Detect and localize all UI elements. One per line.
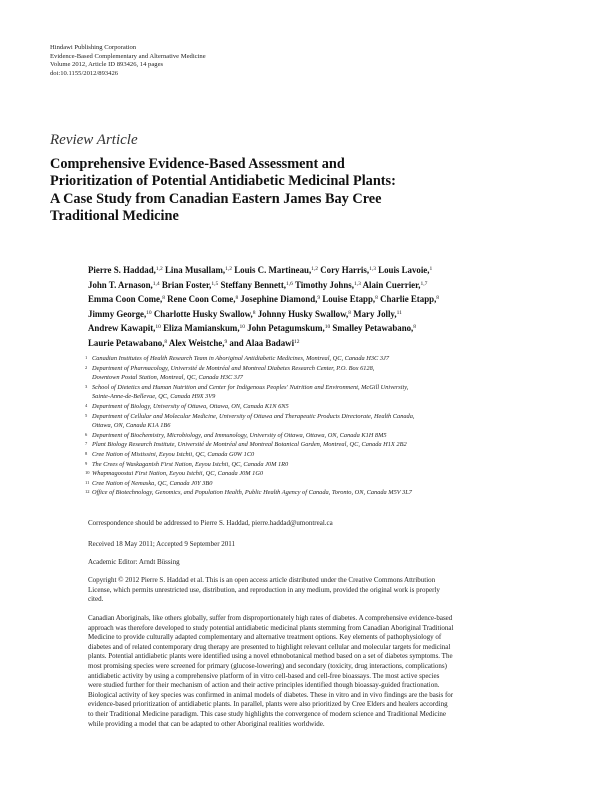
author: Jimmy George,$^{10}$ (88, 308, 152, 319)
received-dates: Received 18 May 2011; Accepted 9 September 2011 (88, 540, 236, 548)
affiliation-list (85, 354, 558, 498)
copyright-line: License, which permits unrestricted use, distribution, and reproduction in any medium, provided the original work is properly (88, 585, 440, 594)
affiliation: 3 School of Dietetics and Human Nutrition and Center for Indigenous Peoples' Nutrition and Environment, McGill University, Sainte-Anne-de-Bellevue, QC, Canada H9X 3V9 (85, 383, 409, 401)
correspondence: Correspondence should be addressed to Pierre S. Haddad, pierre.haddad@umontreal.ca (88, 519, 333, 527)
author: John Petagumskum,$^{10}$ (247, 323, 331, 333)
abstract-line: Canadian Aboriginals, like others globally, suffer from disproportionately high rates of diabetes. A comprehensive evidence-based (88, 614, 453, 622)
abstract-line: approach was therefore developed to study potential antidiabetic medicinal plants stemming from Canadian Aboriginal Traditional (88, 623, 454, 632)
journal-volume: Volume 2012, Article ID 893426, 14 pages (50, 61, 164, 69)
affiliation: 10 Whapmagoostui First Nation, Eeyou Istchii, QC, Canada J0M 1G0 (85, 470, 264, 478)
article-type: Review Article (50, 132, 138, 148)
author: Emma Coon Come,$^8$ (88, 294, 165, 304)
author: Charlotte Husky Swallow,$^8$ (153, 308, 256, 319)
author-line (88, 321, 558, 336)
author-line (88, 263, 558, 278)
author: Louis Lavoie,$^1$ (378, 265, 433, 275)
affiliation: 6 Department of Biochemistry, Microbiology, and Immunology, University of Ottawa, Ottawa, ON, Canada K1H 8M5 (85, 431, 387, 439)
journal-doi: doi:10.1155/2012/893426 (50, 69, 119, 77)
author: Josephine Diamond,$^9$ (240, 294, 321, 304)
affiliation: 11 Cree Nation of Nemaska, QC, Canada J0Y 3B0 (85, 479, 213, 487)
abstract-line: antidiabetic activity by using a comprehensive platform of in vitro cell-based and cell-free bioassays. The most active species (88, 671, 440, 680)
affiliation: 2 Department of Pharmacology, Université de Montréal and Montreal Diabetes Research Center, P.O. Box 6128, Downtown Postal Station, Montreal, QC, Canada H3C 3J7 (85, 364, 375, 382)
author: Eliza Mamianskum,$^{10}$ (163, 323, 246, 333)
author: and Alaa Badawi$^{12}$ (229, 337, 300, 348)
abstract-line: were studied further for their mechanism of action and their active principles identified though bioassay-guided fractionation. (88, 681, 440, 690)
abstract (88, 614, 550, 729)
paper-title (50, 156, 570, 226)
author-line (88, 307, 558, 322)
abstract-line: Biological activity of key species was confirmed in animal models of diabetes. These in vitro and in vivo findings are the basis for (88, 690, 454, 699)
author: Charlie Etapp,$^8$ (380, 294, 440, 304)
abstract-line: while providing a model that can be adapted to other Aboriginal realities worldwide. (88, 719, 325, 728)
journal-name: Evidence-Based Complementary and Alternative Medicine (50, 52, 206, 60)
abstract-line: evidence-based prioritization of antidiabetic plants. In parallel, plants were also prioritized by Cree Elders and healers according (88, 700, 448, 709)
abstract-line: to their Traditional Medicine paradigm. This case study highlights the convergence of modern science and Traditional Medicine (88, 709, 447, 718)
author: Mary Jolly,$^{11}$ (353, 308, 402, 319)
author: Laurie Petawabano,$^8$ (88, 337, 168, 348)
author: Timothy Johns,$^{1,3}$ (294, 279, 361, 290)
author: Rene Coon Come,$^8$ (167, 294, 239, 304)
abstract-line: diabetes and of related contemporary drug therapy are presented to highlight relevant cellular and molecular targets for medicinal (88, 642, 451, 651)
author: Cory Harris,$^{1,3}$ (320, 265, 376, 275)
author: Brian Foster,$^{1,5}$ (161, 279, 219, 290)
author: John T. Arnason,$^{1,4}$ (88, 279, 160, 290)
author: Johnny Husky Swallow,$^8$ (257, 308, 351, 319)
author: Louise Etapp,$^8$ (322, 294, 378, 304)
abstract-line: plants. Potential antidiabetic plants were identified using a novel ethnobotanical method based on a set of diabetes symptoms. The (88, 652, 453, 661)
affiliation: 12 Office of Biotechnology, Genomics, and Population Health, Public Health Agency of Canada, Toronto, ON, Canada M5V 3L7 (85, 489, 412, 497)
author: Alain Cuerrier,$^{1,7}$ (362, 279, 428, 290)
publisher: Hindawi Publishing Corporation (50, 44, 137, 51)
copyright-line: Copyright © 2012 Pierre S. Haddad et al. This is an open access article distributed under the Creative Commons Attribution (88, 576, 436, 584)
affiliation: 1 Canadian Institutes of Health Research Team in Aboriginal Antidiabetic Medicines, Montreal, QC, Canada H3C 3J7 (85, 355, 390, 362)
title-line: Comprehensive Evidence-Based Assessment and (50, 156, 345, 172)
author: Andrew Kawapit,$^{10}$ (88, 323, 161, 333)
affiliation: 8 Cree Nation of Mistissini, Eeyou Istchii, QC, Canada G0W 1C0 (85, 450, 255, 458)
author: Louis C. Martineau,$^{1,2}$ (234, 265, 319, 275)
affiliation: 9 The Crees of Waskaganish First Nation, Eeyou Istchii, QC, Canada J0M 1R0 (85, 460, 289, 468)
academic-editor: Academic Editor: Arndt Büssing (88, 558, 180, 566)
author: Alex Weistche,$^9$ (168, 337, 228, 348)
title-line: Prioritization of Potential Antidiabetic Medicinal Plants: (50, 173, 396, 190)
author: Steffany Bennett,$^{1,6}$ (220, 279, 293, 290)
title-line: Traditional Medicine (50, 208, 179, 225)
author-list (88, 263, 558, 350)
author-line (88, 292, 558, 307)
title-line: A Case Study from Canadian Eastern James Bay Cree (50, 190, 382, 207)
journal-header (50, 44, 206, 78)
affiliation: 7 Plant Biology Research Institute, Université de Montréal and Montreal Botanical Garden, Montreal, QC, Canada H1X 2B2 (85, 441, 407, 449)
affiliation: 4 Department of Biology, University of Ottawa, Ottawa, ON, Canada K1N 6N5 (85, 402, 289, 410)
abstract-line: most promising species were screened for primary (glucose-lowering) and secondary (toxicity, drug interactions, complications) (88, 661, 447, 670)
author: Pierre S. Haddad,$^{1,2}$ (88, 265, 163, 275)
author: Smalley Petawabano,$^8$ (332, 323, 417, 333)
author-line (88, 336, 558, 351)
copyright-line: cited. (88, 595, 104, 604)
copyright-notice (88, 576, 550, 605)
abstract-line: Medicine to provide culturally adapted complementary and alternative treatment options. Key elements of pathophysiology of (88, 633, 442, 642)
author-line (88, 278, 558, 293)
author: Lina Musallam,$^{1,2}$ (164, 265, 233, 275)
affiliation: 5 Department of Cellular and Molecular Medicine, University of Ottawa and Therapeutic Products Directorate, Health Canada, Ottawa, ON, Canada K1A 1B6 (85, 412, 415, 430)
